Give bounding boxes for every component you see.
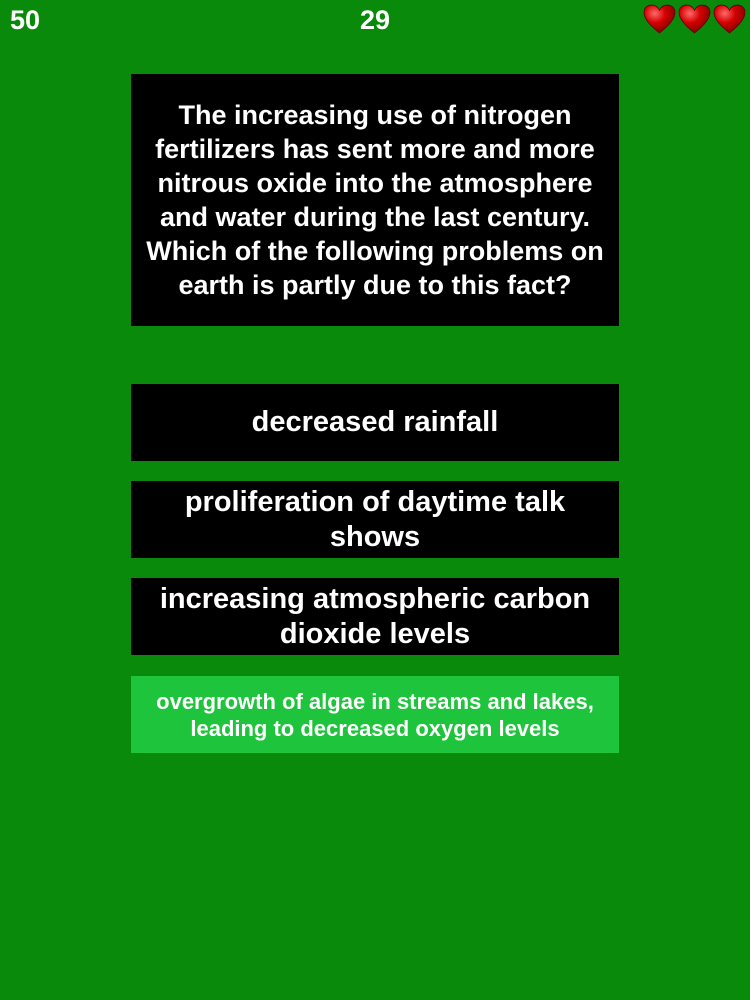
heart-icon xyxy=(678,4,711,34)
question-box xyxy=(131,74,619,326)
answer-option-4[interactable]: overgrowth of algae in streams and lakes, leading to decreased oxygen levels xyxy=(131,676,619,753)
heart-icon xyxy=(713,4,746,34)
timer-counter: 29 xyxy=(359,5,391,35)
answer-option-3[interactable]: increasing atmospheric carbon dioxide levels xyxy=(131,578,619,655)
score-counter: 50 xyxy=(10,5,41,35)
question-text: The increasing use of nitrogen fertilizers has sent more and more nitrous oxide into the atmosphere and water during the last century. Which of the following problems on earth is partly due to this fact? xyxy=(146,100,604,300)
answer-option-2[interactable]: proliferation of daytime talk shows xyxy=(131,481,619,558)
heart-icon xyxy=(643,4,676,34)
answer-option-1[interactable]: decreased rainfall xyxy=(131,384,619,461)
lives-indicator xyxy=(643,4,746,34)
